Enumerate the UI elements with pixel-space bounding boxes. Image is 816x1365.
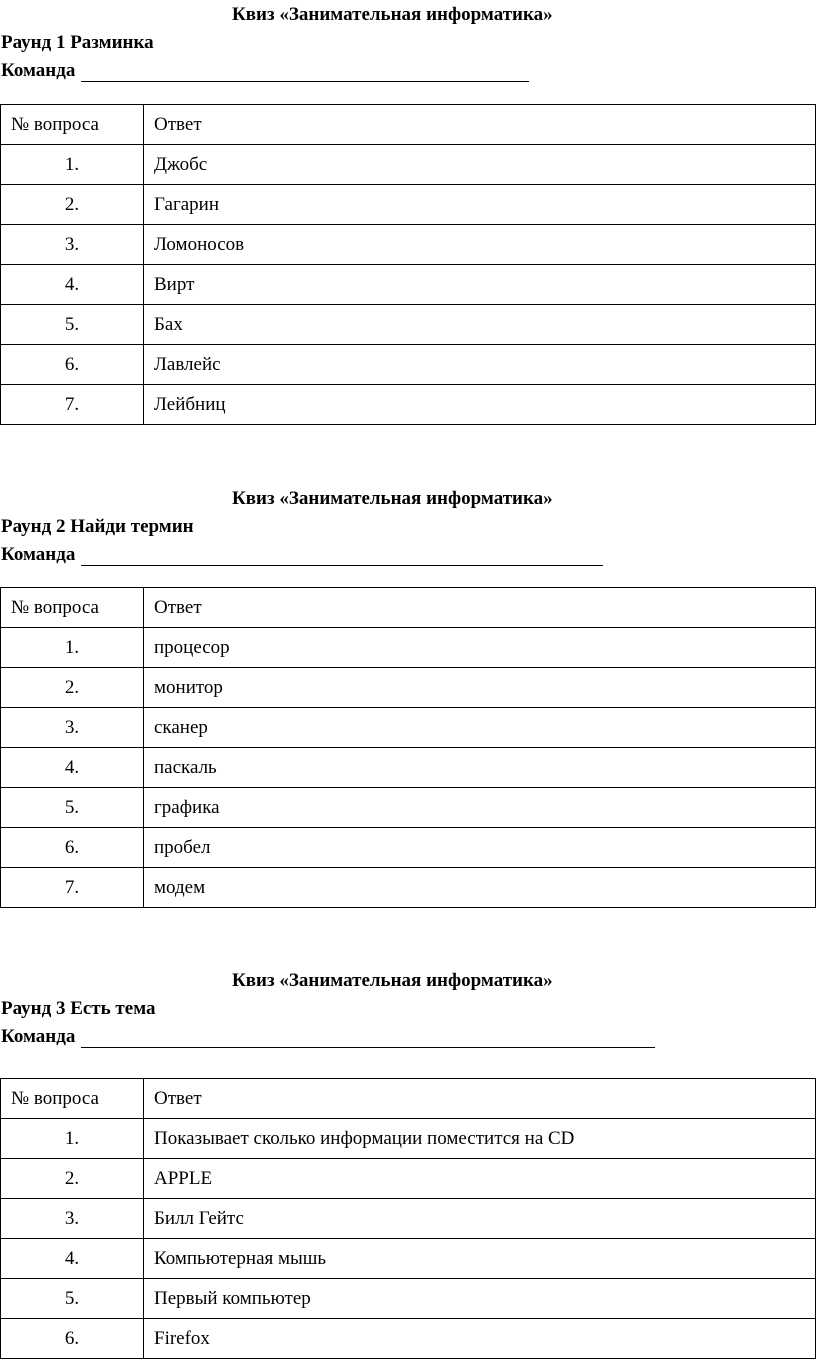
question-number: 4. [1, 265, 144, 305]
answer-cell: модем [144, 868, 816, 908]
question-number: 1. [1, 145, 144, 185]
answer-cell: графика [144, 788, 816, 828]
table-row [1, 265, 816, 305]
answer-cell: Вирт [144, 265, 816, 305]
question-number: 4. [1, 1239, 144, 1279]
question-number: 5. [1, 1279, 144, 1319]
header-number: № вопроса [1, 588, 144, 628]
answer-cell: Бах [144, 305, 816, 345]
question-number: 6. [1, 1319, 144, 1359]
question-number: 3. [1, 225, 144, 265]
table-row [1, 225, 816, 265]
answer-cell: Показывает сколько информации поместится на CD [144, 1119, 816, 1159]
table-row [1, 1279, 816, 1319]
question-number: 3. [1, 708, 144, 748]
answer-cell: Компьютерная мышь [144, 1239, 816, 1279]
team-blank-line[interactable] [81, 63, 529, 82]
answer-cell: монитор [144, 668, 816, 708]
team-blank-line[interactable] [81, 1029, 655, 1048]
table-row [1, 668, 816, 708]
answer-cell: Лавлейс [144, 345, 816, 385]
answer-cell: Firefox [144, 1319, 816, 1359]
answer-cell: пробел [144, 828, 816, 868]
answer-cell: Джобс [144, 145, 816, 185]
round-title: Раунд 2 Найди термин [1, 516, 194, 537]
team-field [1, 544, 603, 566]
question-number: 6. [1, 828, 144, 868]
header-answer: Ответ [144, 1079, 816, 1119]
table-row [1, 345, 816, 385]
answer-cell: паскаль [144, 748, 816, 788]
table-row [1, 828, 816, 868]
header-answer: Ответ [144, 588, 816, 628]
table-row [1, 1119, 816, 1159]
question-number: 5. [1, 305, 144, 345]
answer-cell: Первый компьютер [144, 1279, 816, 1319]
question-number: 1. [1, 628, 144, 668]
table-row [1, 628, 816, 668]
question-number: 3. [1, 1199, 144, 1239]
round-title: Раунд 1 Разминка [1, 32, 154, 53]
header-answer: Ответ [144, 105, 816, 145]
answer-cell: процесор [144, 628, 816, 668]
team-label: Команда [1, 60, 76, 81]
answer-cell: Лейбниц [144, 385, 816, 425]
answer-cell: APPLE [144, 1159, 816, 1199]
round-title: Раунд 3 Есть тема [1, 998, 156, 1019]
question-number: 7. [1, 385, 144, 425]
team-field [1, 1026, 655, 1048]
question-number: 4. [1, 748, 144, 788]
header-number: № вопроса [1, 1079, 144, 1119]
table-row [1, 708, 816, 748]
table-header-row [1, 1079, 816, 1119]
table-row [1, 1319, 816, 1359]
question-number: 1. [1, 1119, 144, 1159]
table-row [1, 385, 816, 425]
table-row [1, 185, 816, 225]
table-row [1, 1159, 816, 1199]
quiz-title: Квиз «Занимательная информатика» [232, 970, 553, 991]
table-header-row [1, 105, 816, 145]
table-header-row [1, 588, 816, 628]
table-row [1, 1239, 816, 1279]
table-row [1, 145, 816, 185]
answers-table [0, 104, 816, 425]
header-number: № вопроса [1, 105, 144, 145]
team-blank-line[interactable] [81, 547, 603, 566]
table-row [1, 1199, 816, 1239]
question-number: 5. [1, 788, 144, 828]
question-number: 7. [1, 868, 144, 908]
table-row [1, 788, 816, 828]
team-field [1, 60, 529, 82]
table-row [1, 868, 816, 908]
table-row [1, 748, 816, 788]
answer-cell: Билл Гейтс [144, 1199, 816, 1239]
answer-cell: Гагарин [144, 185, 816, 225]
question-number: 6. [1, 345, 144, 385]
team-label: Команда [1, 1026, 76, 1047]
answer-cell: Ломоносов [144, 225, 816, 265]
question-number: 2. [1, 1159, 144, 1199]
quiz-title: Квиз «Занимательная информатика» [232, 488, 553, 509]
answers-table [0, 1078, 816, 1359]
answers-table [0, 587, 816, 908]
team-label: Команда [1, 544, 76, 565]
table-row [1, 305, 816, 345]
quiz-title: Квиз «Занимательная информатика» [232, 4, 553, 25]
answer-cell: сканер [144, 708, 816, 748]
question-number: 2. [1, 668, 144, 708]
question-number: 2. [1, 185, 144, 225]
